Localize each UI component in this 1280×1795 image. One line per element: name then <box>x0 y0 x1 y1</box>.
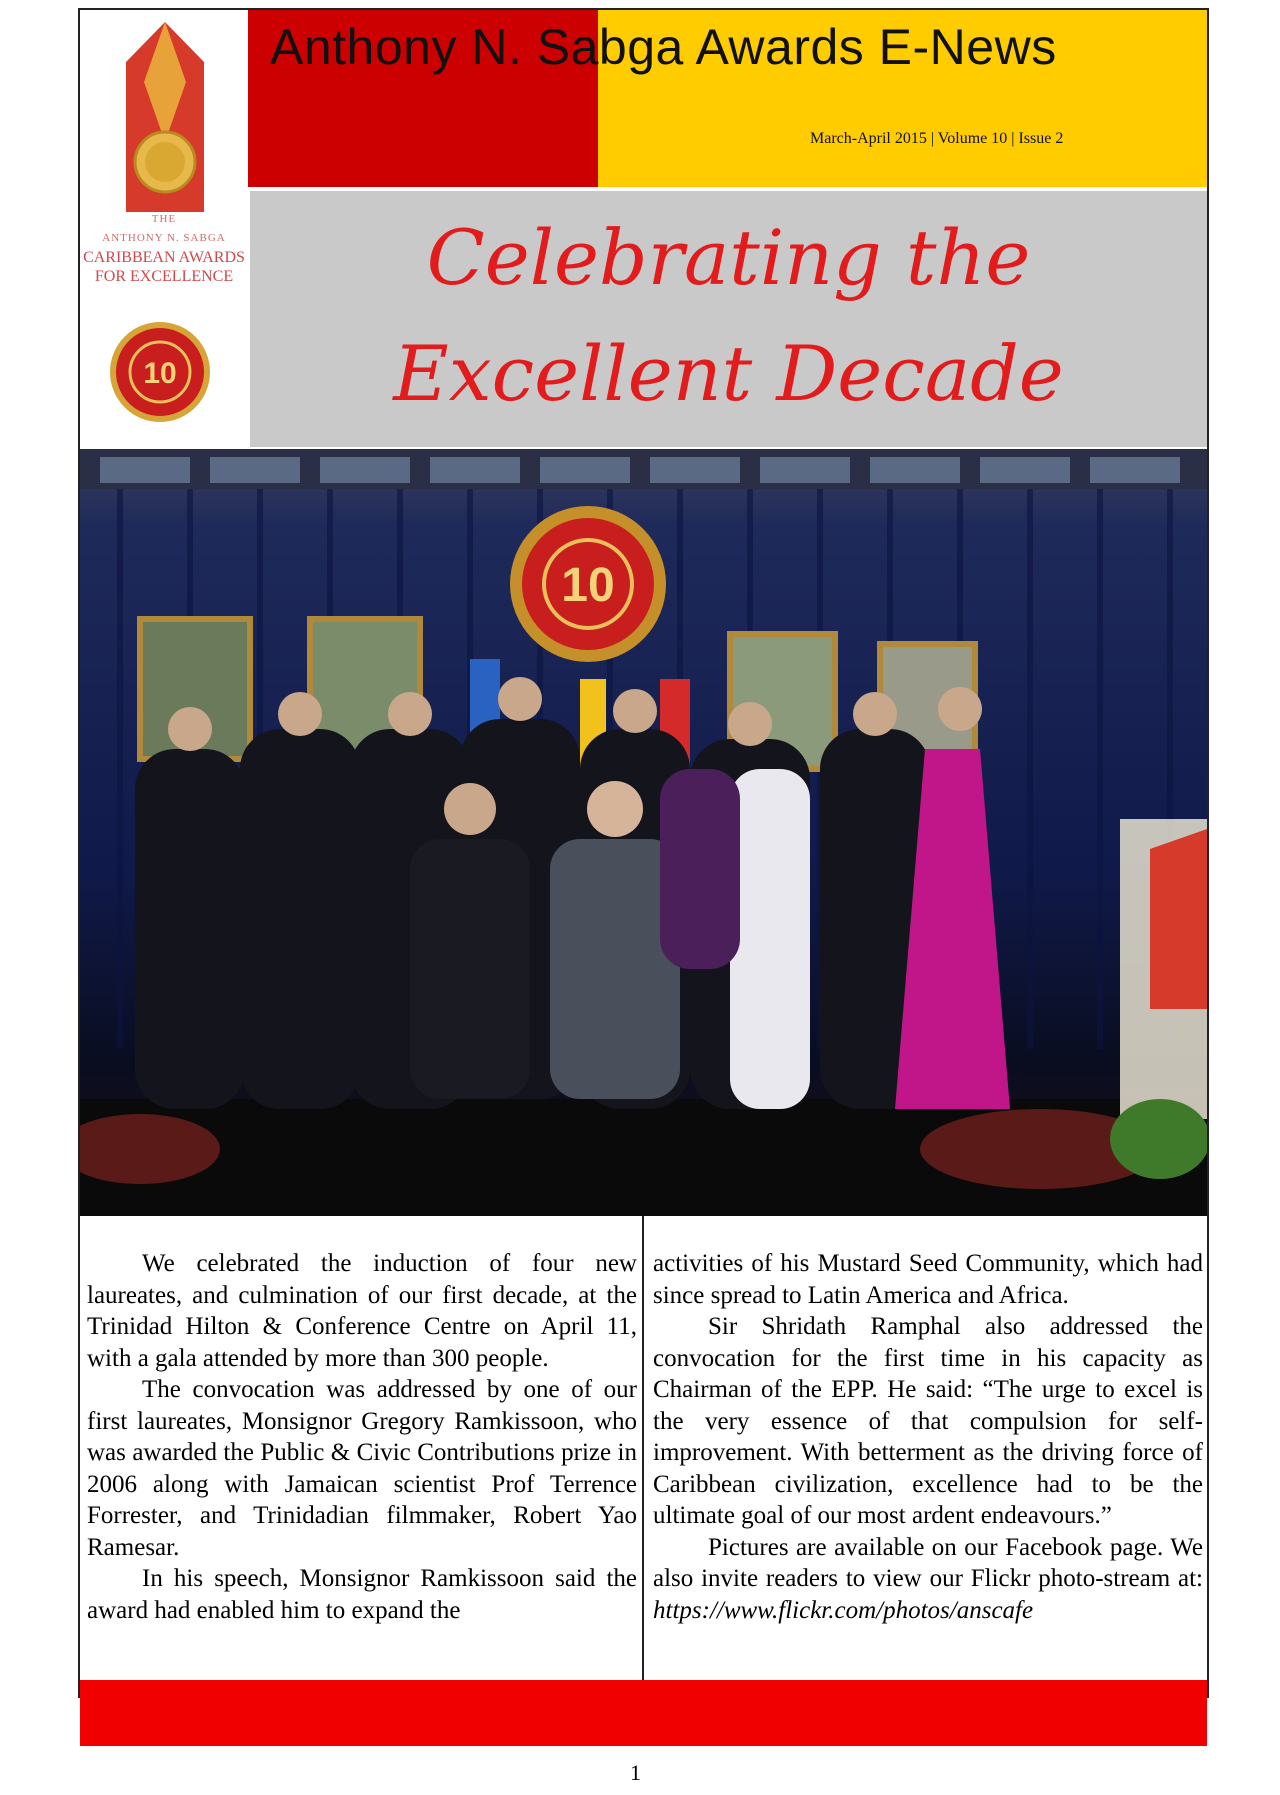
article-paragraph: In his speech, Monsignor Ramkissoon said the award had enabled him to expand the <box>87 1565 637 1624</box>
ten-year-anniversary-badge <box>108 320 212 424</box>
logo-column <box>80 10 248 445</box>
newsletter-title: Anthony N. Sabga Awards E-News <box>270 19 1057 75</box>
award-obelisk-logo <box>126 22 204 212</box>
article-paragraph: Sir Shridath Ramphal also addressed the convocation for the first time in his capacity as Chairman of the EPP. He said: “The urge to excel is the very essence of that compulsion for self-improvement. With betterment as the driving force of Caribbean civilization, excellence had to be the ultimate goal of our most ardent endeavours.” <box>653 1313 1203 1529</box>
logo-name: ANTHONY N. SABGA <box>102 232 226 244</box>
logo-wordmark <box>80 210 248 286</box>
article-left-column <box>87 1248 637 1626</box>
article-paragraph: The convocation was addressed by one of our first laureates, Monsignor Gregory Ramkissoon, who was awarded the Public & Civic Contributions prize in 2006 along with Jamaican scientist Prof Terrence Forrester, and Trinidadian filmmaker, Robert Yao Ramesar. <box>87 1376 637 1561</box>
logo-line1: CARIBBEAN AWARDS <box>83 249 245 266</box>
column-divider <box>642 1216 644 1680</box>
headline-line2: Excellent Decade <box>393 329 1064 418</box>
article-paragraph: We celebrated the induction of four new laureates, and culmination of our first decade, at the Trinidad Hilton & Conference Centre on April 11, with a gala attended by more than 300 people. <box>87 1250 637 1372</box>
logo-line2: FOR EXCELLENCE <box>94 268 234 285</box>
footer-red-bar <box>80 1680 1207 1746</box>
gala-group-photo <box>80 449 1207 1216</box>
svg-text:10: 10 <box>143 357 177 390</box>
article-right-column <box>653 1248 1203 1626</box>
article-paragraph: activities of his Mustard Seed Community, which had since spread to Latin America and Africa. <box>653 1250 1203 1309</box>
page-number: 1 <box>630 1760 641 1785</box>
logo-the: THE <box>151 213 177 225</box>
flickr-text: Pictures are available on our Facebook page. We also invite readers to view our Flickr photo-stream at: <box>653 1533 1203 1592</box>
article-paragraph-flickr <box>653 1532 1203 1627</box>
photo-illustration <box>80 449 1207 1216</box>
issue-info: March-April 2015 | Volume 10 | Issue 2 <box>810 130 1064 147</box>
headline <box>250 200 1207 432</box>
svg-text:10: 10 <box>561 559 615 612</box>
flickr-link[interactable]: https://www.flickr.com/photos/anscafe <box>653 1596 1034 1624</box>
headline-line1: Celebrating the <box>426 213 1031 302</box>
